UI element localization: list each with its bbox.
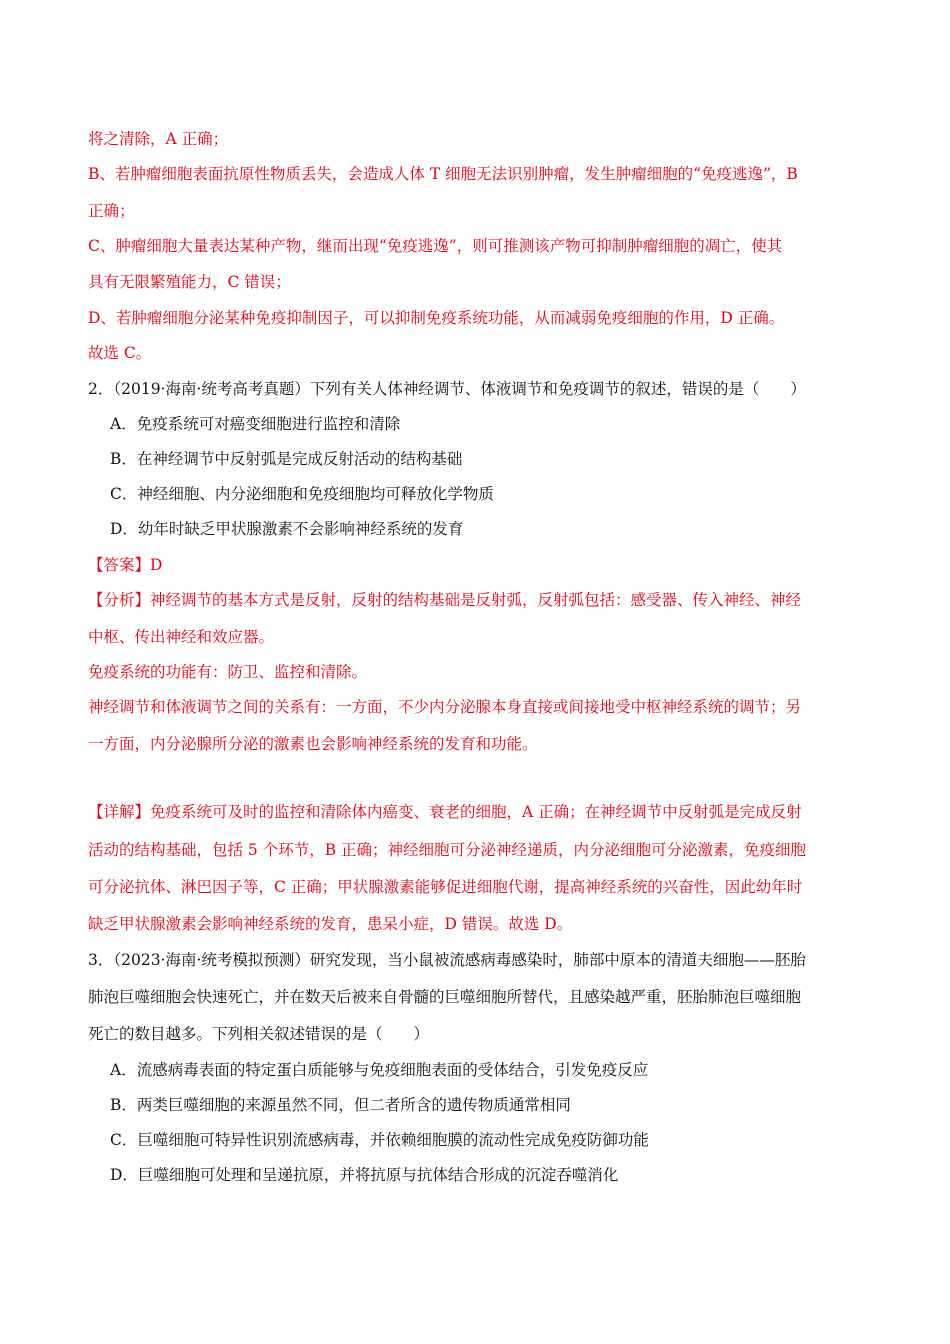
- q1-explanation-line: 正确；: [88, 202, 135, 220]
- q2-analysis-line: 一方面，内分泌腺所分泌的激素也会影响神经系统的发育和功能。: [88, 735, 538, 753]
- q2-option-c: C．神经细胞、内分泌细胞和免疫细胞均可释放化学物质: [110, 485, 494, 503]
- q1-explanation-line: D、若肿瘤细胞分泌某种免疫抑制因子，可以抑制免疫系统功能，从而减弱免疫细胞的作用，D 正确。: [88, 309, 785, 327]
- q1-explanation-line: 将之清除，A 正确；: [88, 130, 229, 148]
- q2-option-d: D．幼年时缺乏甲状腺激素不会影响神经系统的发育: [110, 520, 464, 538]
- q2-detail-line: 缺乏甲状腺激素会影响神经系统的发育，患呆小症，D 错误。故选 D。: [88, 915, 573, 933]
- q2-analysis-line: 【分析】神经调节的基本方式是反射，反射的结构基础是反射弧，反射弧包括：感受器、传入神经、神经: [88, 591, 802, 609]
- q2-detail-line: 可分泌抗体、淋巴因子等，C 正确；甲状腺激素能够促进细胞代谢，提高神经系统的兴奋性，因此幼年时: [88, 878, 803, 896]
- q2-option-b: B．在神经调节中反射弧是完成反射活动的结构基础: [110, 450, 463, 468]
- q2-detail-line: 活动的结构基础，包括 5 个环节，B 正确；神经细胞可分泌神经递质，内分泌细胞可分泌激素，免疫细胞: [88, 841, 807, 859]
- q2-stem: 2．（2019·海南·统考高考真题）下列有关人体神经调节、体液调节和免疫调节的叙述，错误的是（ ）: [88, 380, 806, 398]
- q2-analysis-line: 神经调节和体液调节之间的关系有：一方面，不少内分泌腺本身直接或间接地受中枢神经系统的调节；另: [88, 698, 802, 716]
- q2-option-a: A．免疫系统可对癌变细胞进行监控和清除: [110, 415, 401, 433]
- q2-answer: 【答案】D: [88, 556, 163, 574]
- q1-final-choice: 故选 C。: [88, 344, 152, 362]
- q3-option-c: C．巨噬细胞可特异性识别流感病毒，并依赖细胞膜的流动性完成免疫防御功能: [110, 1131, 649, 1149]
- q3-stem-line: 肺泡巨噬细胞会快速死亡，并在数天后被来自骨髓的巨噬细胞所替代，且感染越严重，胚胎肺泡巨噬细胞: [88, 988, 802, 1006]
- q3-stem-line: 死亡的数目越多。下列相关叙述错误的是（ ）: [88, 1025, 430, 1043]
- q2-analysis-line: 中枢、传出神经和效应器。: [88, 628, 275, 646]
- q1-explanation-line: B、若肿瘤细胞表面抗原性物质丢失，会造成人体 T 细胞无法识别肿瘤，发生肿瘤细胞的“免疫逃逸”，B: [88, 165, 798, 183]
- q1-explanation-line: C、肿瘤细胞大量表达某种产物，继而出现“免疫逃逸”，则可推测该产物可抑制肿瘤细胞的凋亡，使其: [88, 237, 783, 255]
- q3-option-d: D．巨噬细胞可处理和呈递抗原，并将抗原与抗体结合形成的沉淀吞噬消化: [110, 1166, 619, 1184]
- q1-explanation-line: 具有无限繁殖能力，C 错误；: [88, 273, 291, 291]
- q3-option-a: A．流感病毒表面的特定蛋白质能够与免疫细胞表面的受体结合，引发免疫反应: [110, 1061, 649, 1079]
- q3-stem-line: 3．（2023·海南·统考模拟预测）研究发现，当小鼠被流感病毒感染时，肺部中原本的清道夫细胞——胚胎: [88, 951, 806, 969]
- q3-option-b: B．两类巨噬细胞的来源虽然不同，但二者所含的遗传物质通常相同: [110, 1096, 571, 1114]
- q2-analysis-line: 免疫系统的功能有：防卫、监控和清除。: [88, 663, 368, 681]
- q2-detail-line: 【详解】免疫系统可及时的监控和清除体内癌变、衰老的细胞，A 正确；在神经调节中反射弧是完成反射: [88, 803, 802, 821]
